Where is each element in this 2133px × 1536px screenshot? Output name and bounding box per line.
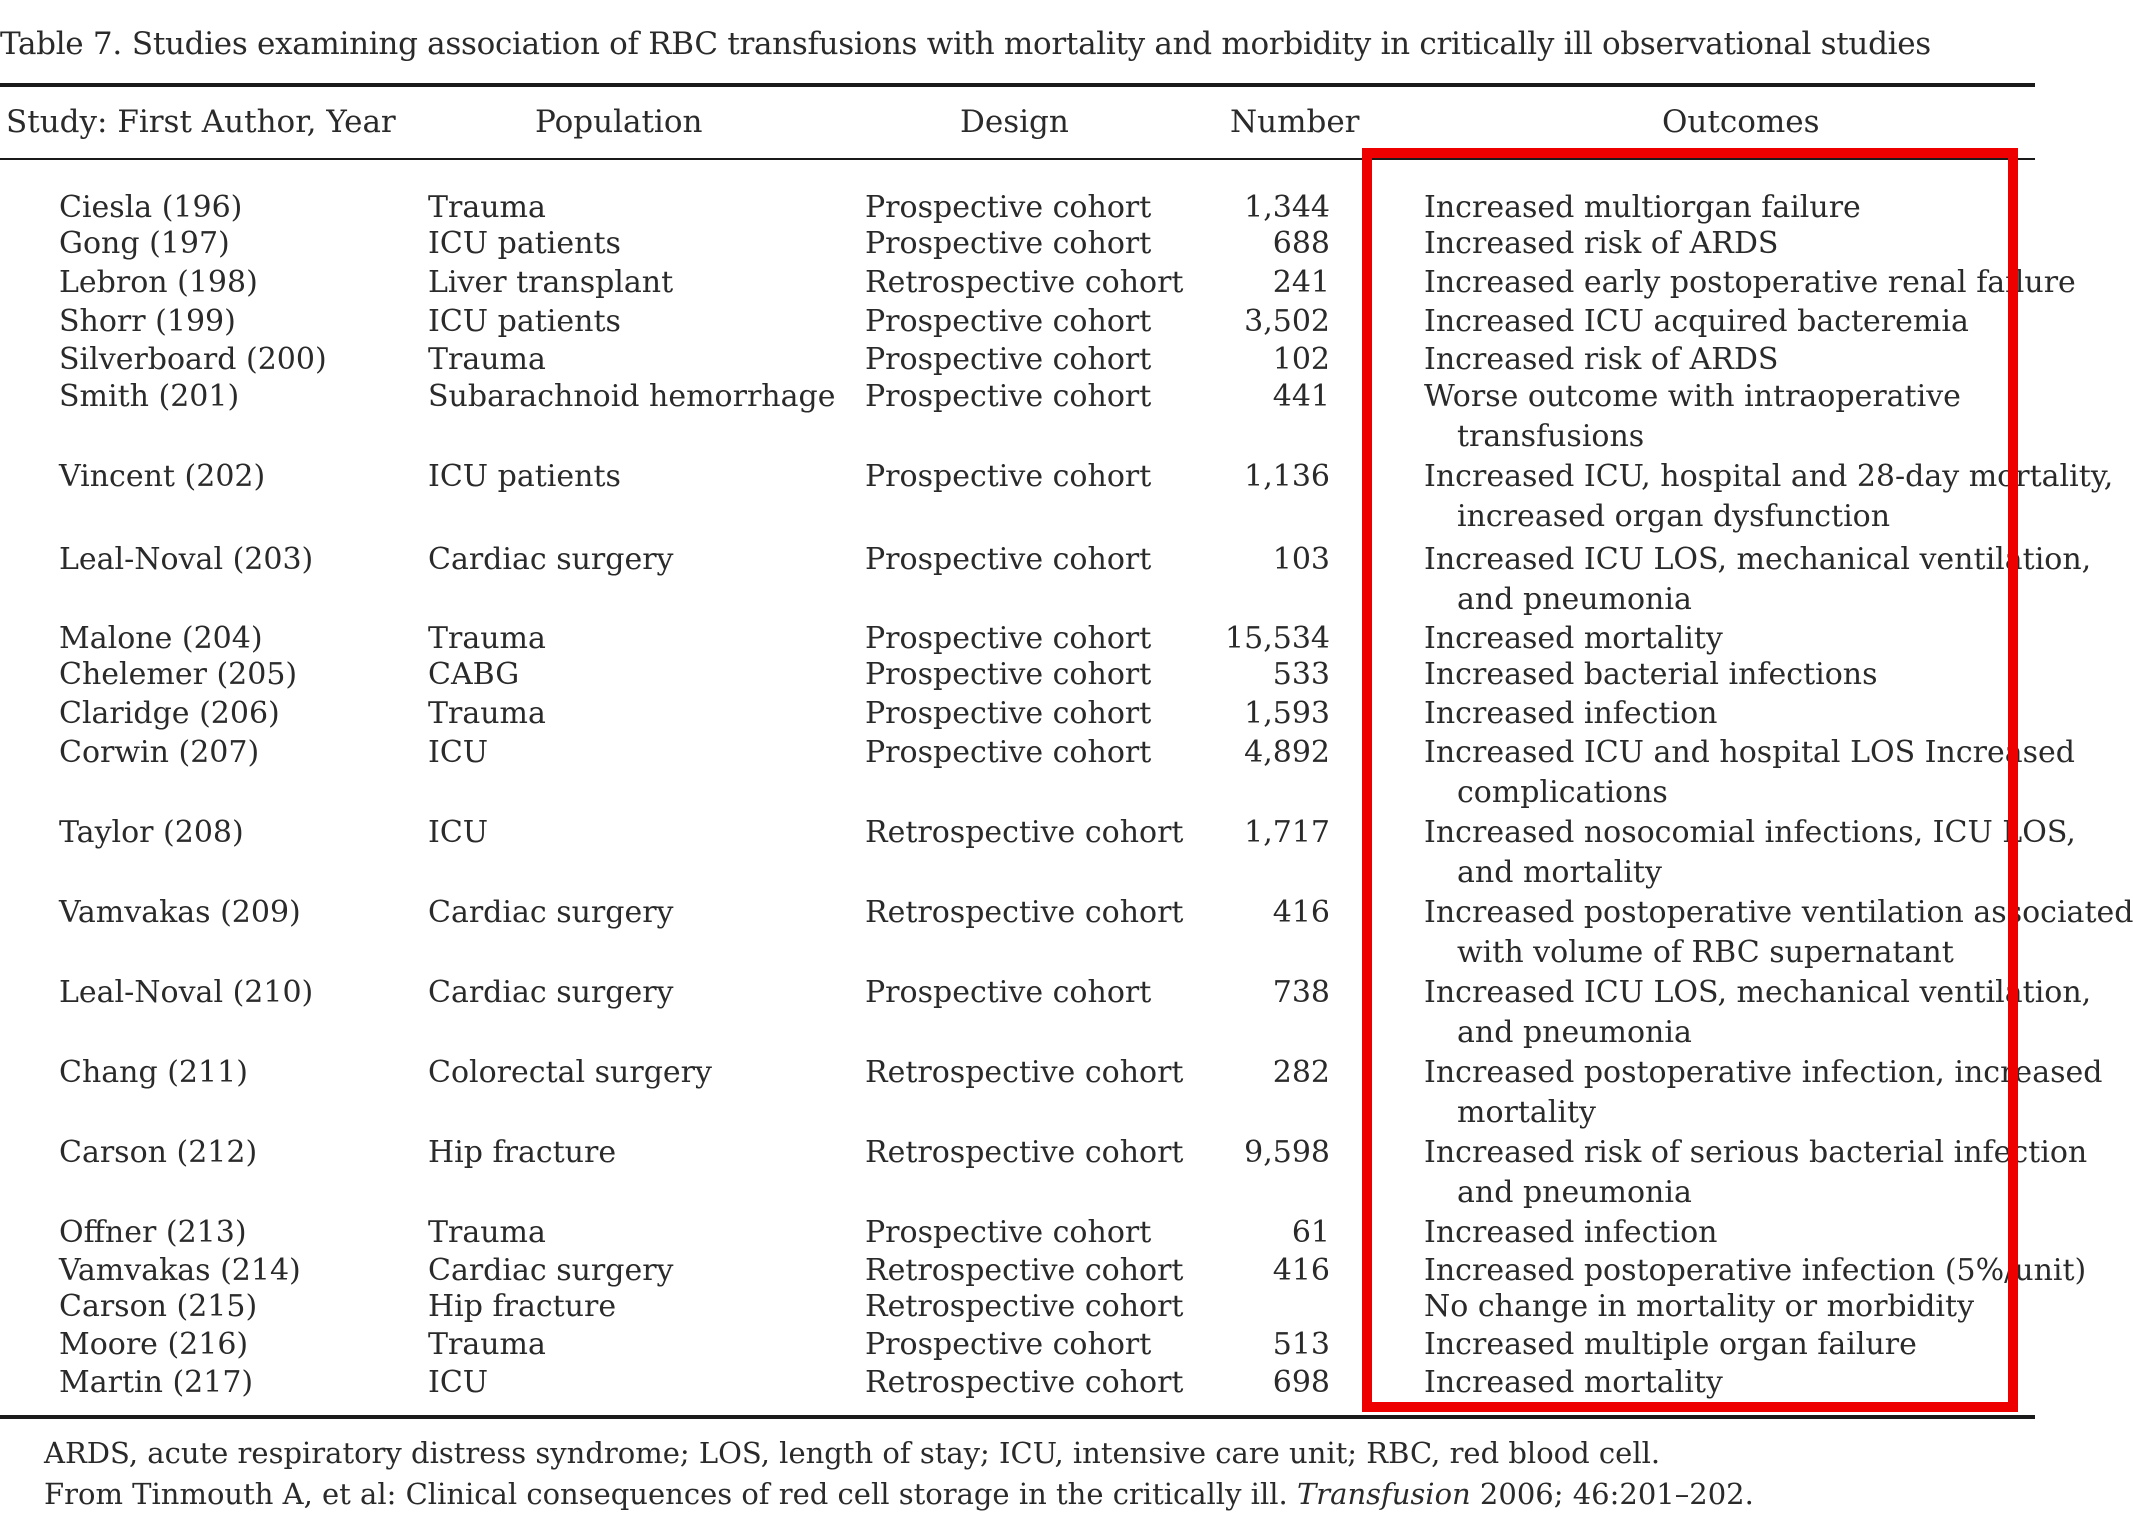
outcome-line-1: Increased infection (1424, 1215, 1718, 1250)
header-rule (0, 158, 2035, 160)
table-row (0, 1053, 2103, 1130)
design-cell: Prospective cohort (865, 342, 1152, 377)
number-cell: 1,344 (1244, 190, 1330, 225)
study-cell: Vincent (202) (59, 459, 266, 494)
population-cell: ICU patients (428, 226, 621, 261)
design-cell: Retrospective cohort (865, 815, 1184, 850)
outcome-line-1: Increased ICU LOS, mechanical ventilation, (1424, 975, 2092, 1010)
study-cell: Chang (211) (59, 1055, 248, 1090)
population-cell: Cardiac surgery (428, 975, 674, 1010)
table-row (0, 1133, 2088, 1210)
outcome-cell (1424, 893, 2133, 973)
outcome-cell (1424, 1363, 1723, 1403)
study-cell: Claridge (206) (59, 696, 280, 731)
outcome-line-2: mortality (1457, 1095, 1596, 1130)
table-row (0, 813, 2076, 890)
table-row (0, 973, 2092, 1050)
study-cell: Vamvakas (214) (59, 1253, 301, 1288)
outcome-cell (1424, 302, 1969, 342)
footnote-abbreviations: ARDS, acute respiratory distress syndrome; LOS, length of stay; ICU, intensive care unit; RBC, red blood cell. (44, 1436, 1661, 1470)
table-row (0, 1287, 2035, 1327)
outcome-line-1: Increased mortality (1424, 1365, 1723, 1400)
outcome-line-1: Increased nosocomial infections, ICU LOS, (1424, 815, 2076, 850)
table-row (0, 619, 2035, 659)
source-journal: Transfusion (1296, 1477, 1471, 1511)
study-cell: Chelemer (205) (59, 657, 298, 692)
population-cell: Trauma (428, 1215, 546, 1250)
number-cell: 15,534 (1225, 621, 1330, 656)
outcome-line-1: Increased postoperative infection (5%/unit) (1424, 1253, 2087, 1288)
outcome-cell (1424, 1133, 2087, 1213)
design-cell: Prospective cohort (865, 696, 1152, 731)
outcome-cell (1424, 813, 2076, 893)
design-cell: Prospective cohort (865, 379, 1152, 414)
outcome-line-1: Increased risk of serious bacterial infection (1424, 1135, 2088, 1170)
population-cell: ICU patients (428, 304, 621, 339)
outcome-cell (1424, 619, 1723, 659)
number-cell: 416 (1272, 895, 1330, 930)
population-cell: Liver transplant (428, 265, 674, 300)
design-cell: Prospective cohort (865, 542, 1152, 577)
study-cell: Silverboard (200) (59, 342, 327, 377)
outcome-line-2: transfusions (1457, 419, 1645, 454)
study-cell: Shorr (199) (59, 304, 236, 339)
outcome-cell (1424, 655, 1878, 695)
design-cell: Retrospective cohort (865, 1135, 1184, 1170)
study-cell: Corwin (207) (59, 735, 260, 770)
population-cell: Hip fracture (428, 1135, 617, 1170)
outcome-line-1: Increased ICU, hospital and 28-day mortality, (1424, 459, 2114, 494)
outcome-line-2: and mortality (1457, 855, 1662, 890)
table-row (0, 340, 2035, 380)
design-cell: Prospective cohort (865, 459, 1152, 494)
design-cell: Retrospective cohort (865, 1253, 1184, 1288)
outcome-cell (1424, 694, 1717, 734)
table-row (0, 1213, 2035, 1253)
table-bottom-rule (0, 1415, 2035, 1419)
population-cell: ICU patients (428, 459, 621, 494)
outcome-line-2: and pneumonia (1457, 1175, 1692, 1210)
design-cell: Prospective cohort (865, 975, 1152, 1010)
table-row (0, 263, 2076, 303)
outcome-line-1: No change in mortality or morbidity (1424, 1289, 1975, 1324)
outcome-cell (1424, 224, 1778, 264)
population-cell: Colorectal surgery (428, 1055, 712, 1090)
outcome-cell (1424, 733, 2075, 813)
population-cell: Cardiac surgery (428, 542, 674, 577)
table-row (0, 655, 2035, 695)
population-cell: Trauma (428, 621, 546, 656)
table-row (0, 1251, 2087, 1291)
number-cell: 1,717 (1244, 815, 1330, 850)
study-cell: Gong (197) (59, 226, 230, 261)
number-cell: 738 (1272, 975, 1330, 1010)
outcome-cell (1424, 457, 2113, 537)
population-cell: Trauma (428, 190, 546, 225)
population-cell: Cardiac surgery (428, 1253, 674, 1288)
outcome-cell (1424, 377, 1961, 457)
design-cell: Prospective cohort (865, 1327, 1152, 1362)
population-cell: ICU (428, 735, 489, 770)
number-cell: 3,502 (1244, 304, 1330, 339)
outcome-line-1: Increased risk of ARDS (1424, 226, 1779, 261)
table-row (0, 1325, 2035, 1365)
header-population: Population (535, 104, 703, 140)
study-cell: Martin (217) (59, 1365, 254, 1400)
study-cell: Vamvakas (209) (59, 895, 301, 930)
outcome-cell (1424, 188, 1861, 228)
outcome-line-1: Increased ICU and hospital LOS Increased (1424, 735, 2075, 770)
number-cell: 103 (1272, 542, 1330, 577)
design-cell: Retrospective cohort (865, 1289, 1184, 1324)
study-cell: Leal-Noval (210) (59, 975, 314, 1010)
outcome-cell (1424, 1287, 1974, 1327)
number-cell: 416 (1272, 1253, 1330, 1288)
outcome-cell (1424, 973, 2091, 1053)
source-suffix: 2006; 46:201–202. (1470, 1477, 1754, 1511)
study-cell: Malone (204) (59, 621, 263, 656)
table-row (0, 733, 2075, 810)
header-design: Design (960, 104, 1069, 140)
table-title: Studies examining association of RBC transfusions with mortality and morbidity in critically ill observational studies (131, 26, 1931, 62)
number-cell: 241 (1272, 265, 1330, 300)
outcome-line-1: Increased ICU acquired bacteremia (1424, 304, 1969, 339)
table-label: Table 7. (0, 26, 122, 62)
number-cell: 102 (1272, 342, 1330, 377)
outcome-line-2: complications (1457, 775, 1668, 810)
population-cell: Trauma (428, 342, 546, 377)
table-row (0, 302, 2035, 342)
number-cell: 4,892 (1244, 735, 1330, 770)
study-cell: Ciesla (196) (59, 190, 243, 225)
study-cell: Carson (212) (59, 1135, 258, 1170)
study-cell: Smith (201) (59, 379, 240, 414)
number-cell: 441 (1272, 379, 1330, 414)
outcome-line-1: Increased early postoperative renal failure (1424, 265, 2076, 300)
design-cell: Retrospective cohort (865, 895, 1184, 930)
number-cell: 61 (1291, 1215, 1330, 1250)
population-cell: CABG (428, 657, 520, 692)
outcome-line-1: Increased mortality (1424, 621, 1723, 656)
outcome-line-2: increased organ dysfunction (1457, 499, 1891, 534)
outcome-cell (1424, 1053, 2102, 1133)
number-cell: 1,593 (1244, 696, 1330, 731)
study-cell: Lebron (198) (59, 265, 258, 300)
header-number: Number (1230, 104, 1360, 140)
number-cell: 688 (1272, 226, 1330, 261)
table-row (0, 188, 2035, 228)
study-cell: Leal-Noval (203) (59, 542, 314, 577)
population-cell: Trauma (428, 1327, 546, 1362)
study-cell: Taylor (208) (59, 815, 244, 850)
design-cell: Retrospective cohort (865, 1365, 1184, 1400)
number-cell: 513 (1272, 1327, 1330, 1362)
header-outcomes: Outcomes (1662, 104, 1820, 140)
outcome-cell (1424, 340, 1778, 380)
outcome-cell (1424, 1325, 1917, 1365)
population-cell: Hip fracture (428, 1289, 617, 1324)
outcome-line-2: and pneumonia (1457, 582, 1692, 617)
outcome-line-2: and pneumonia (1457, 1015, 1692, 1050)
outcome-cell (1424, 540, 2091, 620)
population-cell: Subarachnoid hemorrhage (428, 379, 836, 414)
outcome-line-1: Increased postoperative infection, increased (1424, 1055, 2103, 1090)
design-cell: Prospective cohort (865, 190, 1152, 225)
design-cell: Prospective cohort (865, 657, 1152, 692)
table-row (0, 224, 2035, 264)
outcome-line-1: Increased multiple organ failure (1424, 1327, 1917, 1362)
outcome-cell (1424, 1251, 2086, 1291)
outcome-cell (1424, 1213, 1717, 1253)
outcome-line-1: Increased risk of ARDS (1424, 342, 1779, 377)
population-cell: ICU (428, 1365, 489, 1400)
population-cell: ICU (428, 815, 489, 850)
outcome-line-2: with volume of RBC supernatant (1457, 935, 1954, 970)
table-row (0, 377, 2035, 454)
outcome-line-1: Increased bacterial infections (1424, 657, 1878, 692)
table-row (0, 893, 2133, 970)
study-cell: Carson (215) (59, 1289, 258, 1324)
table-top-rule (0, 83, 2035, 87)
outcome-line-1: Worse outcome with intraoperative (1424, 379, 1961, 414)
number-cell: 9,598 (1244, 1135, 1330, 1170)
population-cell: Cardiac surgery (428, 895, 674, 930)
table-row (0, 457, 2114, 534)
header-study: Study: First Author, Year (6, 104, 396, 140)
number-cell: 698 (1272, 1365, 1330, 1400)
number-cell: 533 (1272, 657, 1330, 692)
design-cell: Prospective cohort (865, 735, 1152, 770)
design-cell: Prospective cohort (865, 304, 1152, 339)
outcome-line-1: Increased postoperative ventilation associated (1424, 895, 2133, 930)
table-row (0, 694, 2035, 734)
study-cell: Moore (216) (59, 1327, 249, 1362)
outcome-line-1: Increased multiorgan failure (1424, 190, 1861, 225)
population-cell: Trauma (428, 696, 546, 731)
number-cell: 282 (1272, 1055, 1330, 1090)
design-cell: Prospective cohort (865, 226, 1152, 261)
table-row (0, 1363, 2035, 1403)
outcome-line-1: Increased infection (1424, 696, 1718, 731)
footnote-source (44, 1477, 1754, 1511)
design-cell: Retrospective cohort (865, 1055, 1184, 1090)
study-cell: Offner (213) (59, 1215, 247, 1250)
table-row (0, 540, 2092, 617)
design-cell: Retrospective cohort (865, 265, 1184, 300)
design-cell: Prospective cohort (865, 621, 1152, 656)
outcome-line-1: Increased ICU LOS, mechanical ventilation, (1424, 542, 2092, 577)
design-cell: Prospective cohort (865, 1215, 1152, 1250)
table-caption (0, 26, 1931, 62)
number-cell: 1,136 (1244, 459, 1330, 494)
outcome-cell (1424, 263, 2076, 303)
source-prefix: From Tinmouth A, et al: Clinical consequences of red cell storage in the critically ill. (44, 1477, 1297, 1511)
